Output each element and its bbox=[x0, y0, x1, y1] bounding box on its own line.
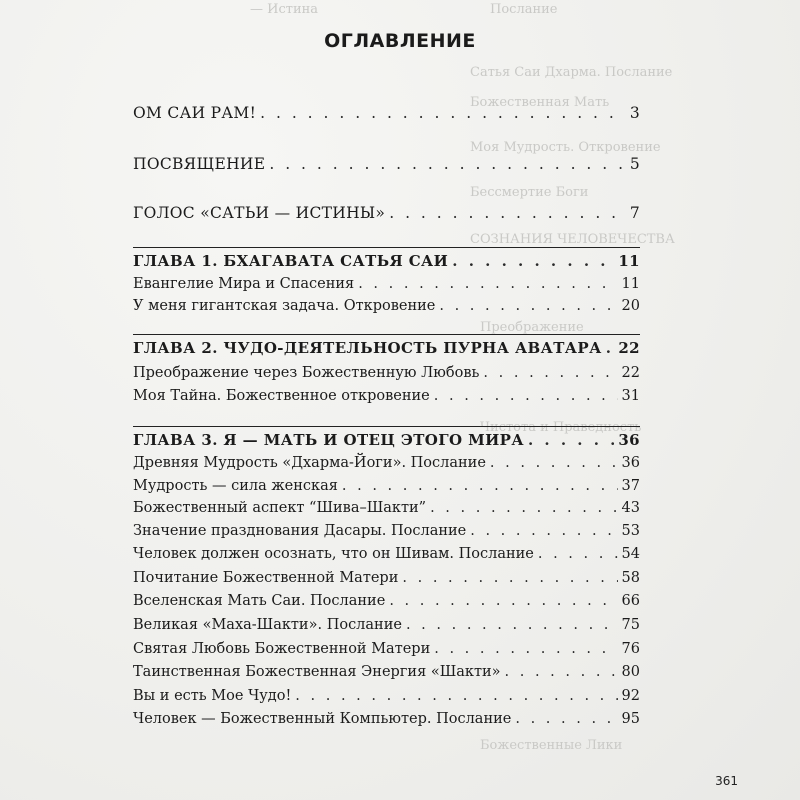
entry-page: 75 bbox=[621, 617, 640, 633]
toc-entry bbox=[133, 365, 640, 381]
bleed-through-text: Послание bbox=[490, 2, 558, 17]
entry-page: 92 bbox=[621, 688, 640, 704]
entry-label: ГЛАВА 1. БХАГАВАТА САТЬЯ САИ bbox=[133, 252, 449, 270]
dot-leader bbox=[434, 641, 617, 657]
entry-page: 11 bbox=[621, 276, 640, 292]
entry-label: Великая «Маха-Шакти». Послание bbox=[133, 617, 402, 633]
entry-label: Святая Любовь Божественной Матери bbox=[133, 641, 431, 657]
dot-leader bbox=[538, 546, 618, 562]
dot-leader bbox=[295, 688, 617, 704]
entry-label: Человек должен осознать, что он Шивам. Послание bbox=[133, 546, 534, 562]
toc-entry bbox=[133, 298, 640, 314]
entry-page: 22 bbox=[621, 365, 640, 381]
entry-page: 31 bbox=[621, 388, 640, 404]
dot-leader bbox=[505, 664, 618, 680]
dot-leader bbox=[439, 298, 617, 314]
dot-leader bbox=[389, 204, 624, 222]
section-rule bbox=[133, 334, 640, 335]
entry-page: 20 bbox=[621, 298, 640, 314]
toc-entry bbox=[133, 500, 640, 516]
entry-label: ОМ САИ РАМ! bbox=[133, 104, 257, 122]
entry-page: 53 bbox=[621, 523, 640, 539]
entry-label: ГЛАВА 3. Я — МАТЬ И ОТЕЦ ЭТОГО МИРА bbox=[133, 431, 524, 449]
toc-title: ОГЛАВЛЕНИЕ bbox=[324, 30, 476, 52]
bleed-through-text: Чистота и Праведность bbox=[480, 420, 642, 435]
dot-leader bbox=[490, 455, 618, 471]
dot-leader bbox=[528, 431, 614, 449]
entry-page: 58 bbox=[621, 570, 640, 586]
entry-label: Преображение через Божественную Любовь bbox=[133, 365, 480, 381]
bleed-through-text: — Истина bbox=[250, 2, 319, 17]
dot-leader bbox=[434, 388, 618, 404]
toc-entry bbox=[133, 523, 640, 539]
toc-entry bbox=[133, 664, 640, 680]
entry-label: Таинственная Божественная Энергия «Шакти» bbox=[133, 664, 501, 680]
toc-chapter bbox=[133, 431, 640, 449]
dot-leader bbox=[358, 276, 617, 292]
dot-leader bbox=[260, 104, 624, 122]
dot-leader bbox=[452, 252, 614, 270]
entry-label: Человек — Божественный Компьютер. Послание bbox=[133, 711, 512, 727]
section-rule bbox=[133, 247, 640, 248]
dot-leader bbox=[402, 570, 617, 586]
dot-leader bbox=[389, 593, 617, 609]
entry-label: У меня гигантская задача. Откровение bbox=[133, 298, 436, 314]
toc-entry bbox=[133, 276, 640, 292]
toc-entry bbox=[133, 455, 640, 471]
entry-label: Евангелие Мира и Спасения bbox=[133, 276, 355, 292]
dot-leader bbox=[606, 339, 615, 357]
entry-page: 11 bbox=[618, 252, 640, 270]
entry-label: Божественный аспект “Шива–Шакти” bbox=[133, 500, 427, 516]
toc-entry bbox=[133, 711, 640, 727]
dot-leader bbox=[483, 365, 617, 381]
toc-chapter bbox=[133, 252, 640, 270]
toc-entry bbox=[133, 204, 640, 222]
toc-entry bbox=[133, 104, 640, 122]
entry-page: 5 bbox=[629, 155, 640, 173]
toc-entry bbox=[133, 388, 640, 404]
dot-leader bbox=[342, 478, 618, 494]
entry-page: 43 bbox=[621, 500, 640, 516]
toc-entry bbox=[133, 155, 640, 173]
bleed-through-text: Моя Мудрость. Откровение bbox=[470, 140, 661, 155]
entry-label: Вселенская Мать Саи. Послание bbox=[133, 593, 386, 609]
dot-leader bbox=[515, 711, 617, 727]
entry-label: ГОЛОС «САТЬИ — ИСТИНЫ» bbox=[133, 204, 386, 222]
dot-leader bbox=[470, 523, 617, 539]
entry-label: Мудрость — сила женская bbox=[133, 478, 338, 494]
entry-page: 66 bbox=[621, 593, 640, 609]
dot-leader bbox=[430, 500, 617, 516]
bleed-through-text: Бессмертие Боги bbox=[470, 185, 589, 200]
entry-label: Моя Тайна. Божественное откровение bbox=[133, 388, 430, 404]
toc-entry bbox=[133, 641, 640, 657]
entry-label: Древняя Мудрость «Дхарма-Йоги». Послание bbox=[133, 455, 486, 471]
toc-entry bbox=[133, 546, 640, 562]
entry-page: 80 bbox=[621, 664, 640, 680]
dot-leader bbox=[269, 155, 624, 173]
section-rule bbox=[133, 426, 640, 427]
entry-page: 36 bbox=[621, 455, 640, 471]
entry-label: Вы и есть Мое Чудо! bbox=[133, 688, 292, 704]
entry-page: 36 bbox=[618, 431, 640, 449]
entry-label: Значение празднования Дасары. Послание bbox=[133, 523, 467, 539]
entry-page: 54 bbox=[621, 546, 640, 562]
bleed-through-text: СОЗНАНИЯ ЧЕЛОВЕЧЕСТВА bbox=[470, 232, 675, 247]
bleed-through-text: Преображение bbox=[480, 320, 584, 335]
entry-label: ПОСВЯЩЕНИЕ bbox=[133, 155, 266, 173]
entry-page: 37 bbox=[621, 478, 640, 494]
entry-label: ГЛАВА 2. ЧУДО-ДЕЯТЕЛЬНОСТЬ ПУРНА АВАТАРА bbox=[133, 339, 602, 357]
toc-entry bbox=[133, 688, 640, 704]
entry-page: 7 bbox=[629, 204, 640, 222]
entry-page: 95 bbox=[621, 711, 640, 727]
bleed-through-text: Сатья Саи Дхарма. Послание bbox=[470, 65, 673, 80]
entry-page: 22 bbox=[618, 339, 640, 357]
page-number: 361 bbox=[715, 774, 738, 788]
toc-entry bbox=[133, 617, 640, 633]
entry-label: Почитание Божественной Матери bbox=[133, 570, 399, 586]
bleed-through-text: Божественная Мать bbox=[470, 95, 610, 110]
bleed-through-text: Божественные Лики bbox=[480, 738, 623, 753]
toc-entry bbox=[133, 570, 640, 586]
toc-entry bbox=[133, 593, 640, 609]
entry-page: 76 bbox=[621, 641, 640, 657]
entry-page: 3 bbox=[629, 104, 640, 122]
toc-chapter bbox=[133, 339, 640, 357]
dot-leader bbox=[406, 617, 618, 633]
toc-entry bbox=[133, 478, 640, 494]
